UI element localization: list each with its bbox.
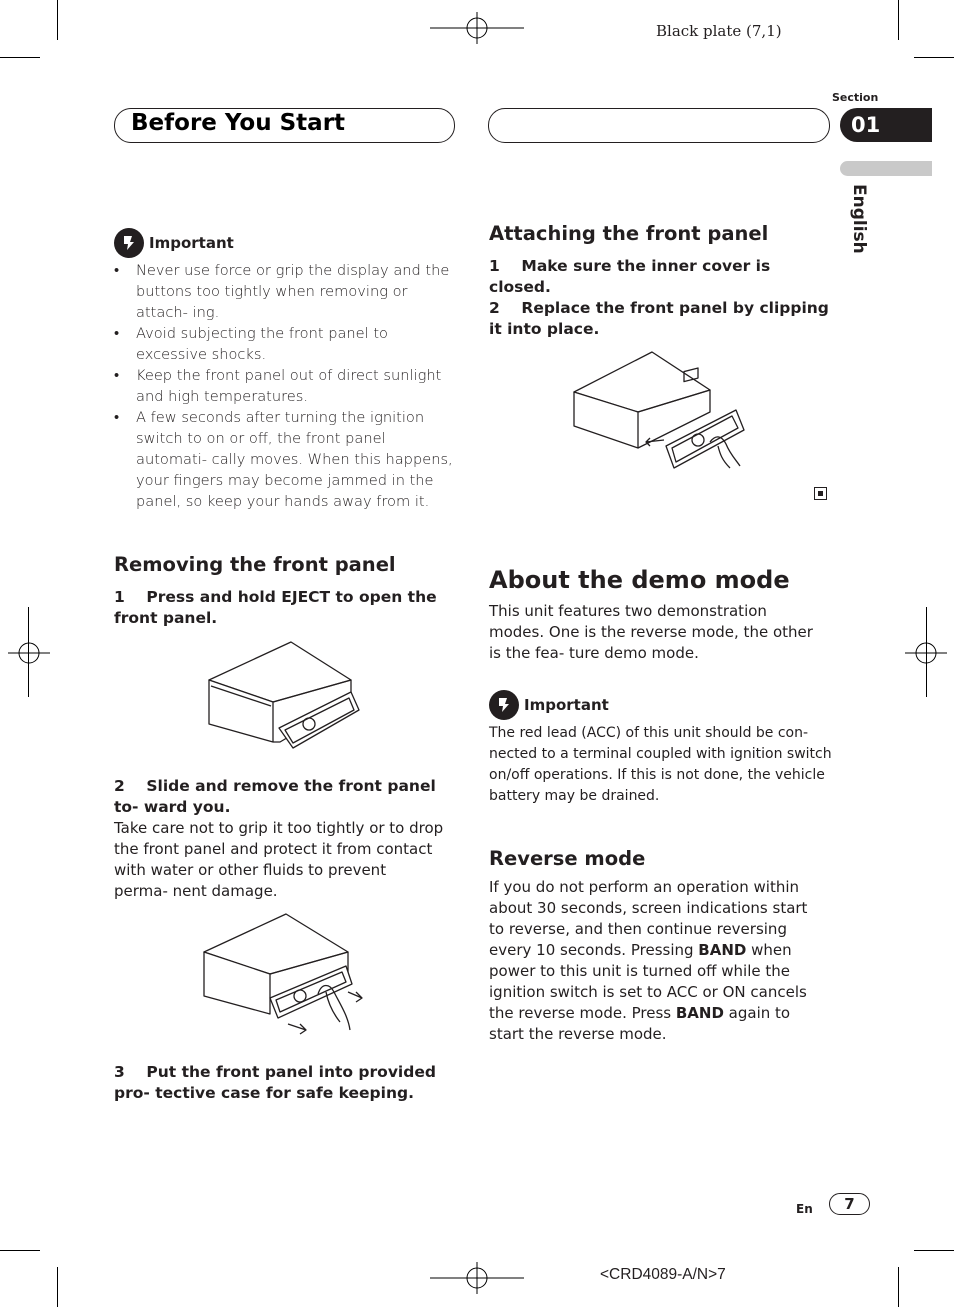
demo-title: About the demo mode	[489, 566, 790, 594]
page-title: Before You Start	[131, 110, 346, 136]
header-blank-pill	[488, 108, 830, 143]
crop-mark	[914, 57, 954, 58]
band-key-label: BAND	[675, 1004, 724, 1022]
removing-step-3: 3 Put the front panel into provided pro- tective case for safe keeping.	[114, 1063, 436, 1102]
section-label: Section	[832, 91, 879, 104]
important-list	[114, 260, 459, 512]
important-heading	[114, 228, 234, 258]
language-code: En	[796, 1202, 813, 1216]
crop-mark	[57, 1267, 58, 1307]
end-mark-icon	[814, 487, 827, 500]
crop-mark	[898, 0, 899, 40]
registration-mark	[430, 1262, 524, 1294]
crop-mark	[0, 1250, 40, 1251]
registration-mark	[430, 12, 524, 44]
section-number-tab: 01	[840, 108, 932, 142]
crop-mark	[57, 0, 58, 40]
important-body: The red lead (ACC) of this unit should be con- nected to a terminal coupled with ignition switch on/off operations. If this is not done, the vehicle battery may be drained.	[489, 725, 832, 804]
reverse-body: If you do not perform an operation within about 30 seconds, screen indications start to reverse, and then continue reversing every 10 seconds. Pressing BAND when power to this unit is turned off while the ignition switch is set to ACC or ON cancels the reverse mode. Press BAND again to start the reverse mode.	[489, 878, 808, 1043]
removing-step-2-body: Take care not to grip it too tightly or to drop the front panel and protect it from contact with water or other fluids to prevent perma- nent damage.	[114, 819, 444, 900]
attach-title: Attaching the front panel	[489, 222, 769, 245]
reverse-title: Reverse mode	[489, 847, 646, 870]
removing-step-1: 1 Press and hold EJECT to open the front panel.	[114, 588, 437, 627]
page-number: 7	[829, 1193, 870, 1215]
band-key-label: BAND	[698, 941, 747, 959]
removing-title: Removing the front panel	[114, 553, 396, 576]
important-label: Important	[149, 234, 234, 252]
list-item: • A few seconds after turning the ignition switch to on or off, the front panel automati- cally moves. When this happens, your fingers may become jammed in the panel, so keep your hands away from it.	[114, 409, 453, 510]
plate-label: Black plate (7,1)	[656, 22, 782, 40]
document-code: <CRD4089-A/N>7	[600, 1266, 726, 1283]
unit-open-panel-illustration	[205, 640, 365, 752]
language-label: English	[849, 184, 869, 254]
crop-mark	[898, 1267, 899, 1307]
attach-step-2: 2 Replace the front panel by clipping it into place.	[489, 299, 829, 338]
demo-body: This unit features two demonstration modes. One is the reverse mode, the other is the fea- ture demo mode.	[489, 602, 813, 662]
unit-attach-panel-illustration	[570, 350, 748, 480]
important-heading	[489, 690, 609, 720]
crop-mark	[914, 1250, 954, 1251]
removing-step-2: 2 Slide and remove the front panel to- ward you.	[114, 777, 436, 816]
important-label: Important	[524, 696, 609, 714]
crop-mark	[0, 57, 40, 58]
registration-mark	[905, 632, 947, 674]
registration-mark	[8, 632, 50, 674]
list-item: • Keep the front panel out of direct sunlight and high temperatures.	[114, 367, 442, 405]
important-icon	[489, 690, 519, 720]
language-tab-bar	[840, 161, 932, 176]
list-item: • Avoid subjecting the front panel to excessive shocks.	[114, 325, 388, 363]
important-icon	[114, 228, 144, 258]
unit-remove-panel-illustration	[200, 912, 370, 1037]
attach-step-1: 1 Make sure the inner cover is closed.	[489, 257, 771, 296]
list-item: • Never use force or grip the display and the buttons too tightly when removing or attach- ing.	[114, 262, 450, 321]
